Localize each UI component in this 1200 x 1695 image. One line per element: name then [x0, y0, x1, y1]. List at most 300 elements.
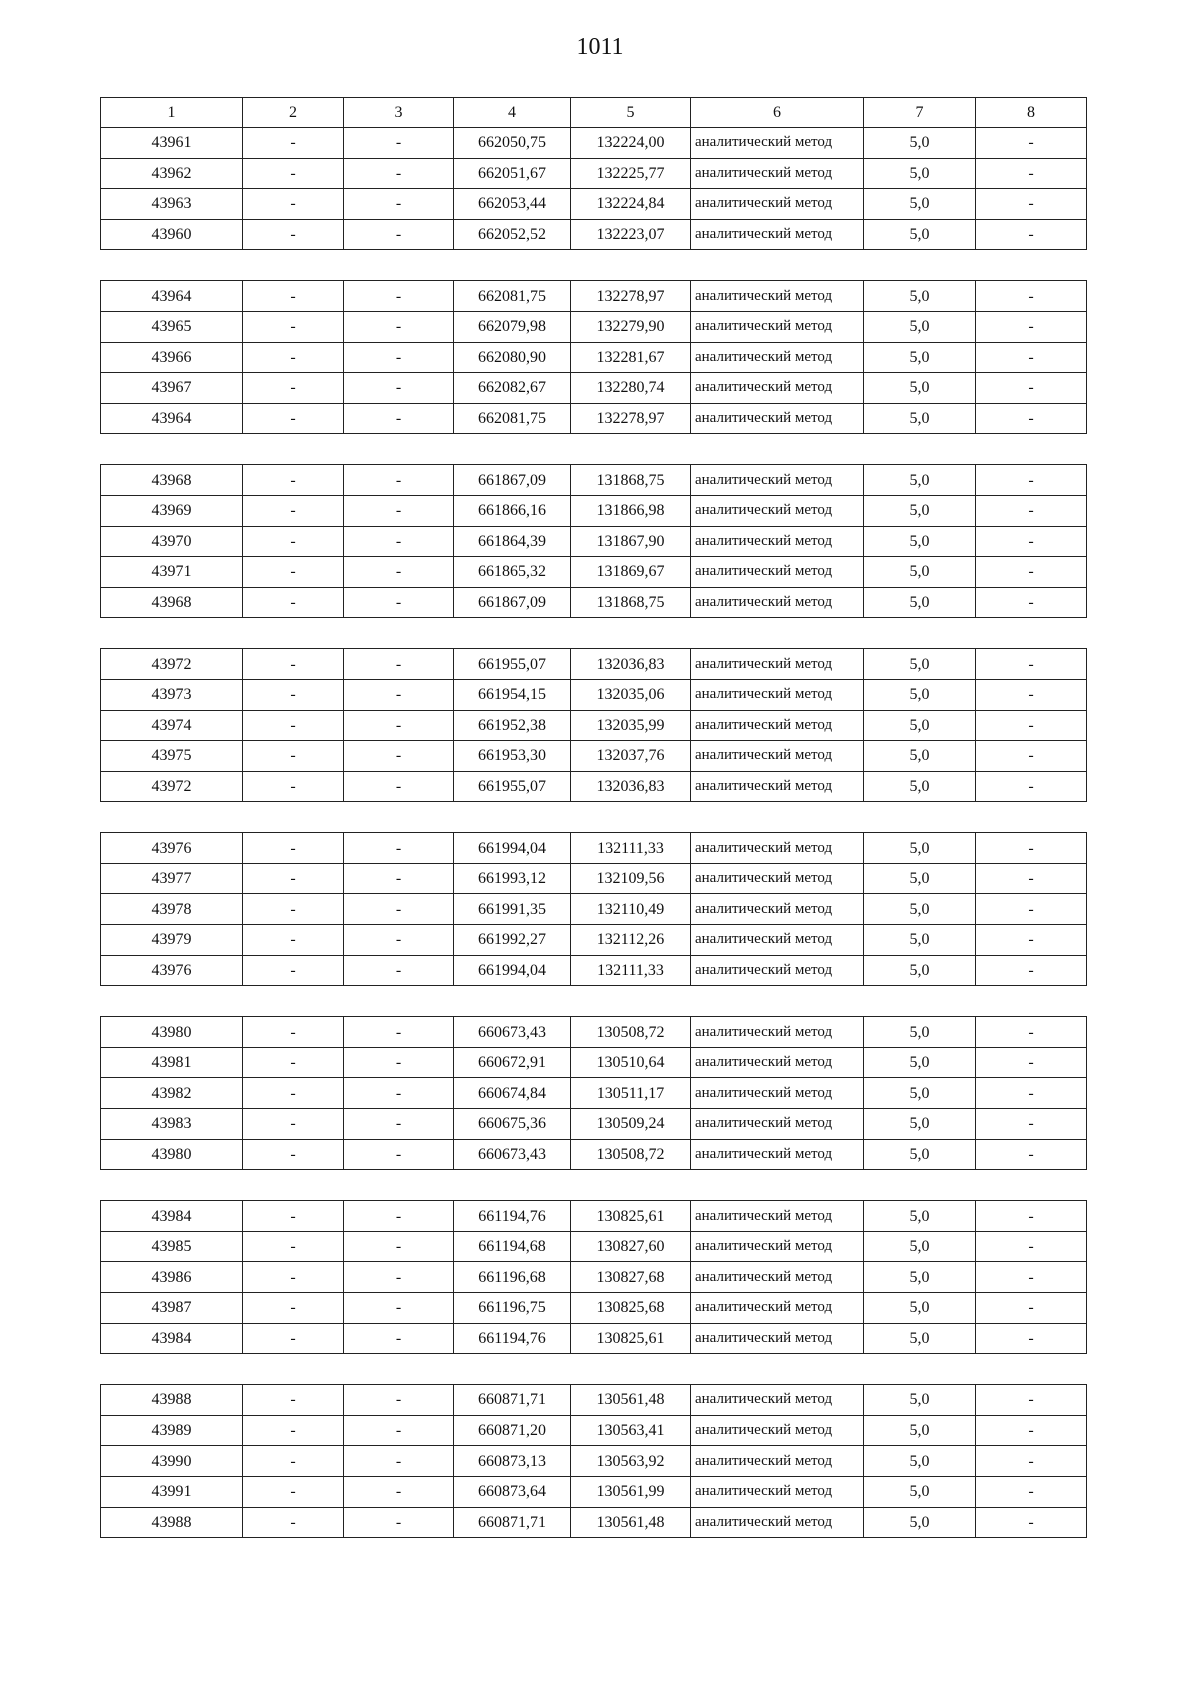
cell-col-7: 5,0	[864, 649, 976, 680]
cell-col-1: 43988	[101, 1385, 243, 1416]
table-row	[101, 771, 1087, 802]
cell-col-1: 43976	[101, 833, 243, 864]
cell-col-5: 130561,99	[571, 1476, 691, 1507]
cell-col-1: 43981	[101, 1047, 243, 1078]
cell-col-4: 660675,36	[454, 1109, 571, 1140]
cell-col-1: 43982	[101, 1078, 243, 1109]
cell-col-2: -	[243, 1139, 344, 1170]
cell-col-3: -	[344, 1047, 454, 1078]
header-cell-1: 1	[101, 98, 243, 128]
cell-col-3: -	[344, 1201, 454, 1232]
cell-col-4: 661955,07	[454, 649, 571, 680]
cell-col-8: -	[976, 894, 1087, 925]
cell-col-7: 5,0	[864, 1507, 976, 1538]
cell-col-3: -	[344, 1476, 454, 1507]
cell-col-3: -	[344, 1385, 454, 1416]
cell-col-8: -	[976, 1293, 1087, 1324]
cell-col-3: -	[344, 1017, 454, 1048]
cell-col-1: 43975	[101, 741, 243, 772]
cell-col-5: 130511,17	[571, 1078, 691, 1109]
cell-col-1: 43984	[101, 1323, 243, 1354]
cell-col-6: аналитический метод	[691, 1476, 864, 1507]
cell-col-8: -	[976, 128, 1087, 159]
cell-col-4: 661952,38	[454, 710, 571, 741]
cell-col-6: аналитический метод	[691, 833, 864, 864]
cell-col-5: 132036,83	[571, 771, 691, 802]
cell-col-5: 131868,75	[571, 587, 691, 618]
cell-col-5: 131869,67	[571, 557, 691, 588]
cell-col-3: -	[344, 526, 454, 557]
cell-col-7: 5,0	[864, 1415, 976, 1446]
cell-col-5: 130827,68	[571, 1262, 691, 1293]
table-row	[101, 1323, 1087, 1354]
table-row	[101, 557, 1087, 588]
cell-col-2: -	[243, 1446, 344, 1477]
cell-col-4: 661954,15	[454, 679, 571, 710]
cell-col-4: 661867,09	[454, 465, 571, 496]
cell-col-7: 5,0	[864, 771, 976, 802]
cell-col-5: 132037,76	[571, 741, 691, 772]
cell-col-5: 132111,33	[571, 833, 691, 864]
cell-col-2: -	[243, 342, 344, 373]
cell-col-7: 5,0	[864, 1078, 976, 1109]
cell-col-2: -	[243, 955, 344, 986]
cell-col-7: 5,0	[864, 1201, 976, 1232]
cell-col-6: аналитический метод	[691, 863, 864, 894]
cell-col-4: 662050,75	[454, 128, 571, 159]
table-row	[101, 373, 1087, 404]
cell-col-8: -	[976, 373, 1087, 404]
cell-col-7: 5,0	[864, 1109, 976, 1140]
cell-col-2: -	[243, 128, 344, 159]
cell-col-1: 43978	[101, 894, 243, 925]
cell-col-4: 660871,20	[454, 1415, 571, 1446]
cell-col-5: 132110,49	[571, 894, 691, 925]
cell-col-5: 132223,07	[571, 219, 691, 250]
cell-col-8: -	[976, 587, 1087, 618]
table-row	[101, 526, 1087, 557]
cell-col-1: 43964	[101, 403, 243, 434]
cell-col-7: 5,0	[864, 403, 976, 434]
cell-col-7: 5,0	[864, 219, 976, 250]
cell-col-7: 5,0	[864, 342, 976, 373]
cell-col-3: -	[344, 465, 454, 496]
cell-col-8: -	[976, 1507, 1087, 1538]
cell-col-8: -	[976, 1476, 1087, 1507]
cell-col-3: -	[344, 1109, 454, 1140]
cell-col-8: -	[976, 1262, 1087, 1293]
cell-col-2: -	[243, 1507, 344, 1538]
cell-col-1: 43971	[101, 557, 243, 588]
cell-col-5: 132279,90	[571, 311, 691, 342]
cell-col-3: -	[344, 281, 454, 312]
cell-col-1: 43986	[101, 1262, 243, 1293]
cell-col-2: -	[243, 1078, 344, 1109]
cell-col-6: аналитический метод	[691, 1017, 864, 1048]
cell-col-2: -	[243, 1415, 344, 1446]
cell-col-1: 43967	[101, 373, 243, 404]
cell-col-2: -	[243, 741, 344, 772]
cell-col-7: 5,0	[864, 1231, 976, 1262]
table-row	[101, 342, 1087, 373]
cell-col-6: аналитический метод	[691, 649, 864, 680]
cell-col-3: -	[344, 925, 454, 956]
cell-col-2: -	[243, 311, 344, 342]
table-row	[101, 833, 1087, 864]
cell-col-1: 43991	[101, 1476, 243, 1507]
cell-col-5: 130508,72	[571, 1017, 691, 1048]
cell-col-6: аналитический метод	[691, 1231, 864, 1262]
cell-col-5: 132278,97	[571, 281, 691, 312]
cell-col-8: -	[976, 955, 1087, 986]
header-cell-7: 7	[864, 98, 976, 128]
cell-col-4: 660673,43	[454, 1139, 571, 1170]
cell-col-3: -	[344, 311, 454, 342]
cell-col-1: 43961	[101, 128, 243, 159]
cell-col-1: 43977	[101, 863, 243, 894]
header-cell-4: 4	[454, 98, 571, 128]
cell-col-8: -	[976, 219, 1087, 250]
cell-col-3: -	[344, 771, 454, 802]
table-row	[101, 189, 1087, 220]
coordinate-table-2	[100, 280, 1087, 434]
cell-col-2: -	[243, 526, 344, 557]
cell-col-2: -	[243, 1047, 344, 1078]
cell-col-5: 130825,61	[571, 1201, 691, 1232]
cell-col-8: -	[976, 710, 1087, 741]
cell-col-1: 43972	[101, 649, 243, 680]
cell-col-6: аналитический метод	[691, 1139, 864, 1170]
cell-col-1: 43973	[101, 679, 243, 710]
cell-col-2: -	[243, 863, 344, 894]
cell-col-7: 5,0	[864, 1293, 976, 1324]
cell-col-1: 43979	[101, 925, 243, 956]
cell-col-7: 5,0	[864, 1017, 976, 1048]
cell-col-2: -	[243, 281, 344, 312]
cell-col-1: 43969	[101, 495, 243, 526]
cell-col-3: -	[344, 1139, 454, 1170]
coordinate-table-1	[100, 97, 1087, 250]
cell-col-6: аналитический метод	[691, 894, 864, 925]
cell-col-3: -	[344, 649, 454, 680]
table-row	[101, 894, 1087, 925]
cell-col-2: -	[243, 495, 344, 526]
cell-col-6: аналитический метод	[691, 465, 864, 496]
cell-col-3: -	[344, 219, 454, 250]
cell-col-8: -	[976, 158, 1087, 189]
cell-col-1: 43960	[101, 219, 243, 250]
cell-col-1: 43983	[101, 1109, 243, 1140]
cell-col-6: аналитический метод	[691, 219, 864, 250]
cell-col-6: аналитический метод	[691, 1415, 864, 1446]
cell-col-5: 130509,24	[571, 1109, 691, 1140]
table-row	[101, 495, 1087, 526]
cell-col-4: 661865,32	[454, 557, 571, 588]
cell-col-2: -	[243, 158, 344, 189]
cell-col-8: -	[976, 1017, 1087, 1048]
cell-col-7: 5,0	[864, 587, 976, 618]
cell-col-2: -	[243, 894, 344, 925]
cell-col-5: 132224,00	[571, 128, 691, 159]
cell-col-3: -	[344, 833, 454, 864]
cell-col-7: 5,0	[864, 863, 976, 894]
coordinate-tables	[100, 97, 1086, 1538]
cell-col-6: аналитический метод	[691, 526, 864, 557]
cell-col-5: 131868,75	[571, 465, 691, 496]
cell-col-7: 5,0	[864, 741, 976, 772]
cell-col-3: -	[344, 189, 454, 220]
cell-col-2: -	[243, 1231, 344, 1262]
cell-col-2: -	[243, 679, 344, 710]
cell-col-7: 5,0	[864, 1446, 976, 1477]
cell-col-1: 43980	[101, 1139, 243, 1170]
cell-col-6: аналитический метод	[691, 1109, 864, 1140]
cell-col-2: -	[243, 1201, 344, 1232]
cell-col-5: 130563,92	[571, 1446, 691, 1477]
cell-col-6: аналитический метод	[691, 771, 864, 802]
cell-col-4: 661194,76	[454, 1201, 571, 1232]
cell-col-7: 5,0	[864, 128, 976, 159]
cell-col-4: 660873,13	[454, 1446, 571, 1477]
cell-col-7: 5,0	[864, 158, 976, 189]
cell-col-7: 5,0	[864, 710, 976, 741]
cell-col-8: -	[976, 1047, 1087, 1078]
cell-col-5: 132225,77	[571, 158, 691, 189]
cell-col-7: 5,0	[864, 955, 976, 986]
cell-col-2: -	[243, 1293, 344, 1324]
cell-col-8: -	[976, 1231, 1087, 1262]
cell-col-8: -	[976, 465, 1087, 496]
cell-col-2: -	[243, 373, 344, 404]
cell-col-3: -	[344, 128, 454, 159]
table-row	[101, 465, 1087, 496]
cell-col-2: -	[243, 1385, 344, 1416]
cell-col-3: -	[344, 373, 454, 404]
cell-col-6: аналитический метод	[691, 373, 864, 404]
cell-col-7: 5,0	[864, 679, 976, 710]
cell-col-3: -	[344, 495, 454, 526]
cell-col-7: 5,0	[864, 189, 976, 220]
header-cell-5: 5	[571, 98, 691, 128]
cell-col-5: 132111,33	[571, 955, 691, 986]
cell-col-3: -	[344, 741, 454, 772]
table-row	[101, 679, 1087, 710]
cell-col-6: аналитический метод	[691, 557, 864, 588]
cell-col-2: -	[243, 1109, 344, 1140]
cell-col-7: 5,0	[864, 526, 976, 557]
cell-col-6: аналитический метод	[691, 1047, 864, 1078]
cell-col-8: -	[976, 679, 1087, 710]
cell-col-4: 661196,68	[454, 1262, 571, 1293]
cell-col-3: -	[344, 1231, 454, 1262]
table-row	[101, 219, 1087, 250]
cell-col-7: 5,0	[864, 373, 976, 404]
cell-col-3: -	[344, 894, 454, 925]
cell-col-5: 130508,72	[571, 1139, 691, 1170]
cell-col-2: -	[243, 1323, 344, 1354]
cell-col-4: 661864,39	[454, 526, 571, 557]
cell-col-8: -	[976, 281, 1087, 312]
cell-col-2: -	[243, 1262, 344, 1293]
cell-col-8: -	[976, 649, 1087, 680]
table-row	[101, 1507, 1087, 1538]
cell-col-6: аналитический метод	[691, 189, 864, 220]
coordinate-table-4	[100, 648, 1087, 802]
cell-col-4: 660674,84	[454, 1078, 571, 1109]
cell-col-6: аналитический метод	[691, 1078, 864, 1109]
cell-col-4: 662079,98	[454, 311, 571, 342]
cell-col-2: -	[243, 649, 344, 680]
cell-col-3: -	[344, 403, 454, 434]
cell-col-5: 132035,06	[571, 679, 691, 710]
cell-col-3: -	[344, 1415, 454, 1446]
cell-col-7: 5,0	[864, 311, 976, 342]
cell-col-7: 5,0	[864, 1323, 976, 1354]
cell-col-6: аналитический метод	[691, 679, 864, 710]
table-row	[101, 587, 1087, 618]
cell-col-6: аналитический метод	[691, 281, 864, 312]
table-row	[101, 1446, 1087, 1477]
cell-col-6: аналитический метод	[691, 342, 864, 373]
cell-col-3: -	[344, 1323, 454, 1354]
cell-col-6: аналитический метод	[691, 495, 864, 526]
cell-col-8: -	[976, 557, 1087, 588]
cell-col-2: -	[243, 710, 344, 741]
cell-col-7: 5,0	[864, 557, 976, 588]
cell-col-8: -	[976, 741, 1087, 772]
cell-col-5: 132280,74	[571, 373, 691, 404]
cell-col-8: -	[976, 771, 1087, 802]
cell-col-4: 661194,76	[454, 1323, 571, 1354]
table-row	[101, 1109, 1087, 1140]
cell-col-3: -	[344, 710, 454, 741]
cell-col-8: -	[976, 833, 1087, 864]
cell-col-1: 43965	[101, 311, 243, 342]
cell-col-8: -	[976, 526, 1087, 557]
cell-col-4: 662081,75	[454, 403, 571, 434]
table-row	[101, 741, 1087, 772]
cell-col-3: -	[344, 587, 454, 618]
cell-col-6: аналитический метод	[691, 741, 864, 772]
cell-col-2: -	[243, 403, 344, 434]
cell-col-8: -	[976, 495, 1087, 526]
cell-col-4: 662053,44	[454, 189, 571, 220]
cell-col-2: -	[243, 771, 344, 802]
cell-col-6: аналитический метод	[691, 158, 864, 189]
cell-col-3: -	[344, 863, 454, 894]
cell-col-6: аналитический метод	[691, 1262, 864, 1293]
cell-col-5: 132036,83	[571, 649, 691, 680]
header-cell-8: 8	[976, 98, 1087, 128]
cell-col-6: аналитический метод	[691, 1201, 864, 1232]
cell-col-5: 130510,64	[571, 1047, 691, 1078]
table-row	[101, 1476, 1087, 1507]
cell-col-7: 5,0	[864, 1047, 976, 1078]
cell-col-4: 660873,64	[454, 1476, 571, 1507]
table-row	[101, 158, 1087, 189]
cell-col-4: 660871,71	[454, 1507, 571, 1538]
cell-col-6: аналитический метод	[691, 955, 864, 986]
cell-col-8: -	[976, 925, 1087, 956]
cell-col-6: аналитический метод	[691, 403, 864, 434]
table-row	[101, 1047, 1087, 1078]
cell-col-1: 43962	[101, 158, 243, 189]
coordinate-table-8	[100, 1384, 1087, 1538]
cell-col-7: 5,0	[864, 1262, 976, 1293]
cell-col-5: 130561,48	[571, 1385, 691, 1416]
cell-col-3: -	[344, 1262, 454, 1293]
cell-col-3: -	[344, 158, 454, 189]
cell-col-4: 660672,91	[454, 1047, 571, 1078]
cell-col-8: -	[976, 1385, 1087, 1416]
table-row	[101, 1415, 1087, 1446]
cell-col-6: аналитический метод	[691, 925, 864, 956]
table-row	[101, 403, 1087, 434]
cell-col-3: -	[344, 557, 454, 588]
cell-col-5: 131867,90	[571, 526, 691, 557]
table-row	[101, 1139, 1087, 1170]
cell-col-5: 132112,26	[571, 925, 691, 956]
cell-col-5: 132109,56	[571, 863, 691, 894]
cell-col-8: -	[976, 403, 1087, 434]
cell-col-8: -	[976, 1139, 1087, 1170]
cell-col-6: аналитический метод	[691, 311, 864, 342]
cell-col-2: -	[243, 1017, 344, 1048]
cell-col-7: 5,0	[864, 465, 976, 496]
cell-col-5: 132278,97	[571, 403, 691, 434]
header-cell-3: 3	[344, 98, 454, 128]
cell-col-1: 43988	[101, 1507, 243, 1538]
cell-col-7: 5,0	[864, 925, 976, 956]
coordinate-table-7	[100, 1200, 1087, 1354]
cell-col-3: -	[344, 1507, 454, 1538]
cell-col-2: -	[243, 189, 344, 220]
cell-col-8: -	[976, 1446, 1087, 1477]
header-cell-2: 2	[243, 98, 344, 128]
cell-col-4: 661866,16	[454, 495, 571, 526]
cell-col-8: -	[976, 1201, 1087, 1232]
cell-col-4: 662052,52	[454, 219, 571, 250]
cell-col-4: 661993,12	[454, 863, 571, 894]
table-row	[101, 649, 1087, 680]
cell-col-6: аналитический метод	[691, 587, 864, 618]
cell-col-6: аналитический метод	[691, 1323, 864, 1354]
cell-col-4: 661194,68	[454, 1231, 571, 1262]
cell-col-7: 5,0	[864, 833, 976, 864]
cell-col-3: -	[344, 955, 454, 986]
cell-col-5: 130563,41	[571, 1415, 691, 1446]
cell-col-1: 43985	[101, 1231, 243, 1262]
cell-col-1: 43964	[101, 281, 243, 312]
cell-col-4: 660871,71	[454, 1385, 571, 1416]
cell-col-3: -	[344, 1078, 454, 1109]
cell-col-1: 43980	[101, 1017, 243, 1048]
cell-col-7: 5,0	[864, 281, 976, 312]
table-row	[101, 863, 1087, 894]
header-row	[101, 98, 1087, 128]
cell-col-1: 43974	[101, 710, 243, 741]
cell-col-4: 661867,09	[454, 587, 571, 618]
table-row	[101, 1231, 1087, 1262]
cell-col-1: 43989	[101, 1415, 243, 1446]
cell-col-5: 130825,68	[571, 1293, 691, 1324]
cell-col-1: 43963	[101, 189, 243, 220]
cell-col-1: 43976	[101, 955, 243, 986]
cell-col-5: 130827,60	[571, 1231, 691, 1262]
cell-col-4: 662082,67	[454, 373, 571, 404]
cell-col-8: -	[976, 1415, 1087, 1446]
cell-col-1: 43968	[101, 587, 243, 618]
